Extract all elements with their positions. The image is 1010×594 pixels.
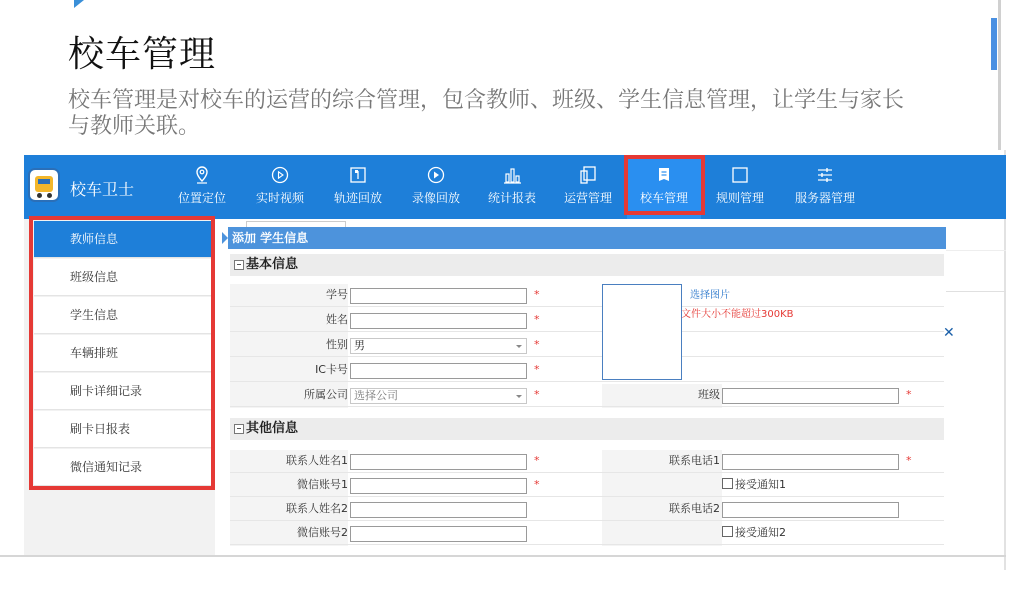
row-ic-card	[230, 359, 944, 382]
row-wechat2	[230, 522, 944, 545]
name-label: 姓名	[326, 313, 348, 326]
contact1-phone-input[interactable]	[722, 454, 899, 470]
form-header	[228, 227, 946, 249]
row-name	[230, 309, 944, 332]
nav-label: 规则管理	[715, 191, 764, 205]
file-size-note: 文件大小不能超过300KB	[681, 309, 794, 320]
slide-title: 校车管理	[68, 34, 217, 75]
contact2-name-label: 联系人姓名2	[286, 502, 348, 515]
required-mark: *	[906, 388, 912, 401]
row-wechat1	[230, 474, 944, 497]
nav-operations[interactable]	[558, 155, 618, 219]
sidebar-item-class-info[interactable]: 班级信息	[34, 259, 212, 296]
nav-label: 位置定位	[177, 191, 226, 205]
nav-label: 实时视频	[255, 191, 304, 205]
collapse-icon[interactable]	[234, 260, 244, 270]
nav-label: 校车管理	[639, 191, 688, 205]
required-mark: *	[534, 388, 540, 401]
nav-label: 统计报表	[487, 191, 536, 205]
form-title: 添加 学生信息	[232, 231, 309, 245]
nav-live-video[interactable]	[250, 155, 310, 219]
checkbox-icon[interactable]	[722, 478, 733, 489]
nav-track-replay[interactable]	[328, 155, 388, 219]
contact2-name-input[interactable]	[350, 502, 527, 518]
collapse-icon[interactable]	[234, 424, 244, 434]
wechat2-input[interactable]	[350, 526, 527, 542]
location-pin-icon	[192, 165, 212, 185]
contact1-phone-label: 联系电话1	[669, 454, 720, 467]
required-mark: *	[534, 288, 540, 301]
required-mark: *	[534, 338, 540, 351]
play-circle-icon	[270, 165, 290, 185]
sidebar-item-teacher-info[interactable]: 教师信息	[34, 221, 212, 258]
nav-rules[interactable]	[710, 155, 770, 219]
video-replay-icon	[426, 165, 446, 185]
row-company-class	[230, 384, 944, 407]
row-student-no	[230, 284, 944, 307]
triangle-icon	[222, 232, 228, 244]
required-mark: *	[906, 454, 912, 467]
row-contact1	[230, 450, 944, 473]
background-divider	[946, 250, 1006, 251]
gender-select[interactable]	[350, 338, 527, 354]
ic-card-label: IC卡号	[315, 363, 348, 376]
slide-bottom-line	[0, 555, 1006, 557]
contact1-name-label: 联系人姓名1	[286, 454, 348, 467]
student-no-label: 学号	[326, 288, 348, 301]
photo-preview[interactable]	[602, 284, 682, 380]
required-mark: *	[534, 478, 540, 491]
nav-label: 运营管理	[563, 191, 612, 205]
section-title: 其他信息	[246, 421, 299, 436]
class-input[interactable]	[722, 388, 899, 404]
select-image-link[interactable]: 选择图片	[690, 290, 730, 301]
operations-icon	[578, 165, 598, 185]
scroll-indicator[interactable]	[991, 18, 997, 70]
row-gender	[230, 334, 944, 357]
highlight-box-nav	[624, 155, 705, 215]
slide-edge-line	[998, 0, 1001, 150]
chevron-down-icon	[516, 395, 522, 398]
notify1-checkbox[interactable]	[722, 478, 786, 492]
school-bus-logo-icon	[28, 168, 60, 202]
row-contact2	[230, 498, 944, 521]
corner-marker	[74, 0, 84, 8]
rules-icon	[730, 165, 750, 185]
section-basic-info[interactable]	[230, 254, 944, 276]
nav-server[interactable]	[790, 155, 860, 219]
company-label: 所属公司	[304, 388, 348, 401]
class-label: 班级	[698, 388, 720, 401]
gender-value: 男	[354, 339, 365, 352]
sidebar-item-card-records[interactable]: 刷卡详细记录	[34, 373, 212, 410]
background-divider	[946, 291, 1006, 292]
nav-label: 服务器管理	[794, 191, 855, 205]
required-mark: *	[534, 313, 540, 326]
company-placeholder: 选择公司	[354, 389, 398, 402]
notify2-label: 接受通知2	[735, 526, 786, 539]
slide-description: 校车管理是对校车的运营的综合管理，包含教师、班级、学生信息管理，让学生与家长与教师关联。	[68, 88, 905, 139]
wechat1-input[interactable]	[350, 478, 527, 494]
nav-label: 录像回放	[411, 191, 460, 205]
sidebar-item-wechat-log[interactable]: 微信通知记录	[34, 449, 212, 486]
name-input[interactable]	[350, 313, 527, 329]
contact1-name-input[interactable]	[350, 454, 527, 470]
server-settings-icon	[815, 165, 835, 185]
required-mark: *	[534, 454, 540, 467]
ic-card-input[interactable]	[350, 363, 527, 379]
wechat1-label: 微信账号1	[297, 478, 348, 491]
section-title: 基本信息	[246, 257, 299, 272]
student-no-input[interactable]	[350, 288, 527, 304]
sidebar-item-card-daily-report[interactable]: 刷卡日报表	[34, 411, 212, 448]
chevron-down-icon	[516, 345, 522, 348]
contact2-phone-label: 联系电话2	[669, 502, 720, 515]
section-other-info[interactable]	[230, 418, 944, 440]
sidebar-item-student-info[interactable]: 学生信息	[34, 297, 212, 334]
nav-video-replay[interactable]	[406, 155, 466, 219]
app-header	[24, 155, 1006, 219]
contact2-phone-input[interactable]	[722, 502, 899, 518]
notify2-checkbox[interactable]	[722, 526, 786, 540]
track-icon	[348, 165, 368, 185]
nav-statistics[interactable]	[482, 155, 542, 219]
nav-label: 轨迹回放	[333, 191, 382, 205]
company-select[interactable]	[350, 388, 527, 404]
wechat2-label: 微信账号2	[297, 526, 348, 539]
sidebar-item-vehicle-schedule[interactable]: 车辆排班	[34, 335, 212, 372]
notify1-label: 接受通知1	[735, 478, 786, 491]
required-mark: *	[534, 363, 540, 376]
bar-chart-icon	[502, 165, 522, 185]
highlight-box-sidebar	[29, 216, 215, 490]
gender-label: 性别	[326, 338, 348, 351]
nav-location[interactable]	[172, 155, 232, 219]
checkbox-icon[interactable]	[722, 526, 733, 537]
app-name: 校车卫士	[70, 180, 135, 199]
close-icon[interactable]: ✕	[943, 325, 955, 341]
